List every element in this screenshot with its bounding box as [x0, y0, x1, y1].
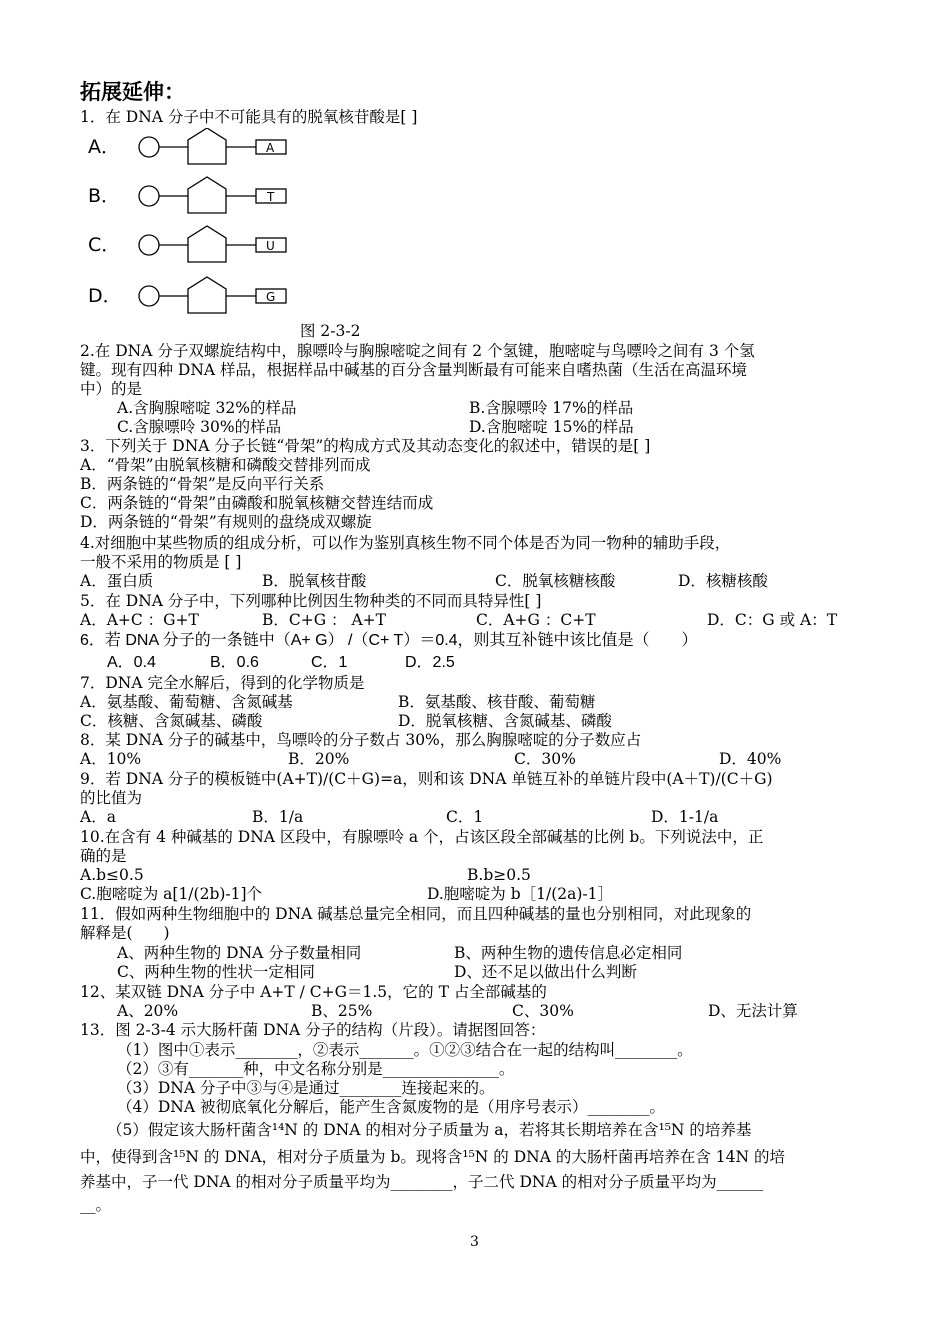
question-3-option-b: B．两条链的“骨架”是反向平行关系: [80, 475, 325, 493]
question-2-line1: 2.在 DNA 分子双螺旋结构中，腺嘌呤与胸腺嘧啶之间有 2 个氢键，胞嘧啶与鸟嘌呤之间有 3 个氢: [80, 342, 755, 360]
row-c-label: C．: [88, 234, 121, 256]
question-4-line2: 一般不采用的物质是 [ ]: [80, 553, 242, 571]
question-11-line1: 11．假如两种生物细胞中的 DNA 碱基总量完全相同，而且四种碱基的量也分别相同，对此现象的: [80, 905, 752, 923]
figure-caption: 图 2-3-2: [300, 322, 361, 340]
question-4-option-c: C．脱氧核糖核酸: [495, 572, 616, 590]
question-10-line1: 10.在含有 4 种碱基的 DNA 区段中，有腺嘌呤 a 个，占该区段全部碱基的比例 b。下列说法中，正: [80, 828, 764, 846]
question-2-option-c: C.含腺嘌呤 30%的样品: [117, 418, 282, 436]
question-6-option-c: C．1: [311, 654, 348, 671]
question-5-option-c: C．A+G ：C+T: [476, 611, 596, 629]
question-3-option-a: A．“骨架”由脱氧核糖和磷酸交替排列而成: [80, 456, 371, 474]
question-8-option-b: B．20%: [288, 750, 350, 768]
question-13-sub3: （3）DNA 分子中③与④是通过________连接起来的。: [117, 1079, 495, 1097]
row-d-label: D．: [88, 285, 122, 307]
question-6-option-b: B．0.6: [210, 654, 259, 671]
question-9-line2: 的比值为: [80, 789, 143, 807]
nucleotide-row-c: [88, 226, 286, 262]
question-13-sub5-line4: __。: [80, 1196, 112, 1214]
question-1-stem: 1．在 DNA 分子中不可能具有的脱氧核苷酸是[ ]: [80, 108, 418, 126]
question-13-sub5-line3: 养基中，子一代 DNA 的相对分子质量平均为________，子二代 DNA 的相对分子质量平均为______: [80, 1173, 764, 1191]
question-11-option-b: B、两种生物的遗传信息必定相同: [454, 944, 683, 962]
question-6-stem: 6．若 DNA 分子的一条链中（A+ G） /（C+ T）＝0.4，则其互补链中该比值是（ ）: [80, 632, 698, 649]
row-a-label: A．: [88, 136, 120, 158]
question-9-option-d: D．1-1/a: [651, 808, 719, 826]
question-4-option-a: A．蛋白质: [80, 572, 154, 590]
question-11-option-a: A、两种生物的 DNA 分子数量相同: [117, 944, 362, 962]
question-12-stem: 12、某双链 DNA 分子中 A+T / C+G＝1.5，它的 T 占全部碱基的: [80, 983, 547, 1001]
question-6-option-d: D．2.5: [405, 654, 455, 671]
question-9-option-b: B．1/a: [252, 808, 304, 826]
question-9-option-a: A．a: [80, 808, 116, 826]
base-a-label: A: [266, 141, 275, 155]
nucleotide-row-b: [88, 177, 286, 213]
question-5-stem: 5．在 DNA 分子中，下列哪种比例因生物种类的不同而具特异性[ ]: [80, 592, 542, 610]
question-12-option-c: C、30%: [512, 1002, 574, 1020]
question-8-stem: 8．某 DNA 分子的碱基中，鸟嘌呤的分子数占 30%，那么胸腺嘧啶的分子数应占: [80, 731, 642, 749]
question-13-stem: 13．图 2-3-4 示大肠杆菌 DNA 分子的结构（片段）。请据图回答：: [80, 1021, 546, 1039]
question-10-option-c: C.胞嘧啶为 a[1/(2b)-1]个: [80, 885, 263, 903]
question-3-stem: 3．下列关于 DNA 分子长链“骨架”的构成方式及其动态变化的叙述中，错误的是[ ]: [80, 437, 651, 455]
question-8-option-c: C．30%: [514, 750, 576, 768]
question-7-option-b: B．氨基酸、核苷酸、葡萄糖: [398, 693, 596, 711]
question-13-sub2: （2）③有_______种，中文名称分别是_______________。: [117, 1060, 515, 1078]
question-9-line1: 9．若 DNA 分子的模板链中(A+T)/(C＋G)=a，则和该 DNA 单链互补的单链片段中(A＋T)/(C＋G): [80, 770, 773, 788]
question-13-sub5-line1: （5）假定该大肠杆菌含¹⁴N 的 DNA 的相对分子质量为 a，若将其长期培养在含¹⁵N 的培养基: [107, 1121, 752, 1139]
question-4-line1: 4.对细胞中某些物质的组成分析，可以作为鉴别真核生物不同个体是否为同一物种的辅助手段，: [80, 534, 731, 552]
base-t-label: T: [267, 190, 275, 204]
question-5-option-b: B．C+G ： A+T: [262, 611, 386, 629]
question-7-option-a: A．氨基酸、葡萄糖、含氮碱基: [80, 693, 293, 711]
question-7-option-d: D．脱氧核糖、含氮碱基、磷酸: [398, 712, 612, 730]
question-5-option-d: D．C：G 或 A：T: [707, 611, 838, 629]
question-2-option-d: D.含胞嘧啶 15%的样品: [469, 418, 634, 436]
question-10-option-b: B.b≥0.5: [467, 866, 531, 884]
question-13-sub5-line2: 中，使得到含¹⁵N 的 DNA，相对分子质量为 b。现将含¹⁵N 的 DNA 的大肠杆菌再培养在含 14N 的培: [80, 1148, 785, 1166]
question-9-option-c: C．1: [446, 808, 484, 826]
row-b-label: B．: [88, 185, 121, 207]
question-6-option-a: A．0.4: [107, 654, 156, 671]
question-2-option-b: B.含腺嘌呤 17%的样品: [469, 399, 634, 417]
question-3-option-d: D．两条链的“骨架”有规则的盘绕成双螺旋: [80, 513, 372, 531]
nucleotide-figure: [80, 128, 380, 336]
question-8-option-d: D．40%: [719, 750, 782, 768]
question-3-option-c: C．两条链的“骨架”由磷酸和脱氧核糖交替连结而成: [80, 494, 434, 512]
question-12-option-a: A、20%: [117, 1002, 179, 1020]
question-10-line2: 确的是: [80, 847, 127, 865]
section-title: 拓展延伸：: [80, 80, 185, 104]
question-4-option-b: B．脱氧核苷酸: [262, 572, 367, 590]
question-7-stem: 7．DNA 完全水解后，得到的化学物质是: [80, 674, 365, 692]
question-11-line2: 解释是( ): [80, 924, 170, 942]
question-12-option-b: B、25%: [311, 1002, 373, 1020]
question-8-option-a: A．10%: [80, 750, 142, 768]
question-13-sub4: （4）DNA 被彻底氧化分解后，能产生含氮废物的是（用序号表示）________。: [117, 1098, 665, 1116]
base-g-label: G: [266, 290, 276, 304]
question-2-line3: 中）的是: [80, 380, 143, 398]
question-13-sub1: （1）图中①表示________，②表示_______。①②③结合在一起的结构叫________。: [117, 1041, 693, 1059]
question-11-option-d: D、还不足以做出什么判断: [454, 963, 637, 981]
question-7-option-c: C．核糖、含氮碱基、磷酸: [80, 712, 263, 730]
nucleotide-row-a: [88, 128, 286, 164]
nucleotide-row-d: [88, 277, 286, 313]
base-u-label: U: [266, 239, 275, 253]
page-number: 3: [470, 1234, 479, 1250]
question-2-line2: 键。现有四种 DNA 样品，根据样品中碱基的百分含量判断最有可能来自嗜热菌（生活在高温环境: [80, 361, 748, 379]
question-10-option-d: D.胞嘧啶为 b［1/(2a)-1］: [427, 885, 614, 903]
question-11-option-c: C、两种生物的性状一定相同: [117, 963, 315, 981]
question-2-option-a: A.含胸腺嘧啶 32%的样品: [117, 399, 297, 417]
question-10-option-a: A.b≤0.5: [80, 866, 144, 884]
question-12-option-d: D、无法计算: [708, 1002, 798, 1020]
question-5-option-a: A．A+C ：G+T: [80, 611, 199, 629]
question-4-option-d: D．核糖核酸: [678, 572, 768, 590]
